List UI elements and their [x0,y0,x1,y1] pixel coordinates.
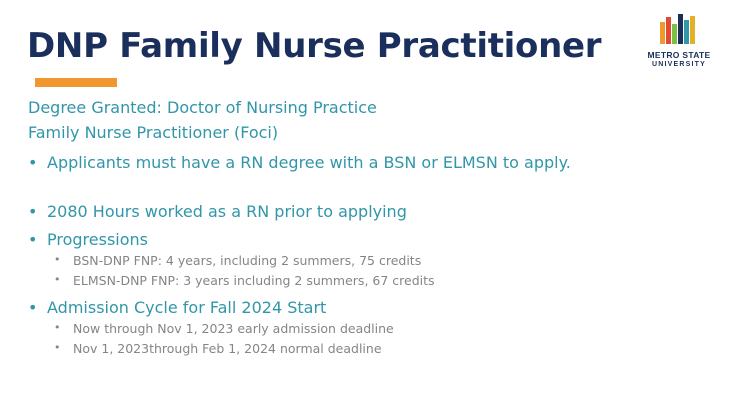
sub-bullet-marker: • [54,273,61,286]
sub-bullet-marker: • [54,321,61,334]
sub-bullet-text: Now through Nov 1, 2023 early admission deadline [73,321,394,336]
metro-state-m-logo-icon [659,12,699,46]
bullet-text: Applicants must have a RN degree with a BSN or ELMSN to apply. [47,153,571,172]
focus-line: Family Nurse Practitioner (Foci) [28,123,279,142]
sub-bullet-marker: • [54,341,61,354]
title-accent-bar [35,78,117,87]
bullet-text: 2080 Hours worked as a RN prior to applying [47,202,407,221]
sub-bullet-text: ELMSN-DNP FNP: 3 years including 2 summers, 67 credits [73,273,435,288]
bullet-text: Progressions [47,230,148,249]
sub-bullet-text: BSN-DNP FNP: 4 years, including 2 summers, 75 credits [73,253,422,268]
university-logo [637,12,721,74]
degree-granted-line: Degree Granted: Doctor of Nursing Practice [28,98,377,117]
logo-subname: UNIVERSITY [651,61,706,68]
bullet-marker: • [28,230,38,249]
sub-bullet-text: Nov 1, 2023through Feb 1, 2024 normal deadline [73,341,382,356]
logo-name: METRO STATE [647,50,711,60]
bullet-marker: • [28,298,38,317]
bullet-marker: • [28,202,38,221]
bullet-marker: • [28,153,38,172]
bullet-text: Admission Cycle for Fall 2024 Start [47,298,327,317]
page-title: DNP Family Nurse Practitioner [27,26,602,66]
sub-bullet-marker: • [54,253,61,266]
